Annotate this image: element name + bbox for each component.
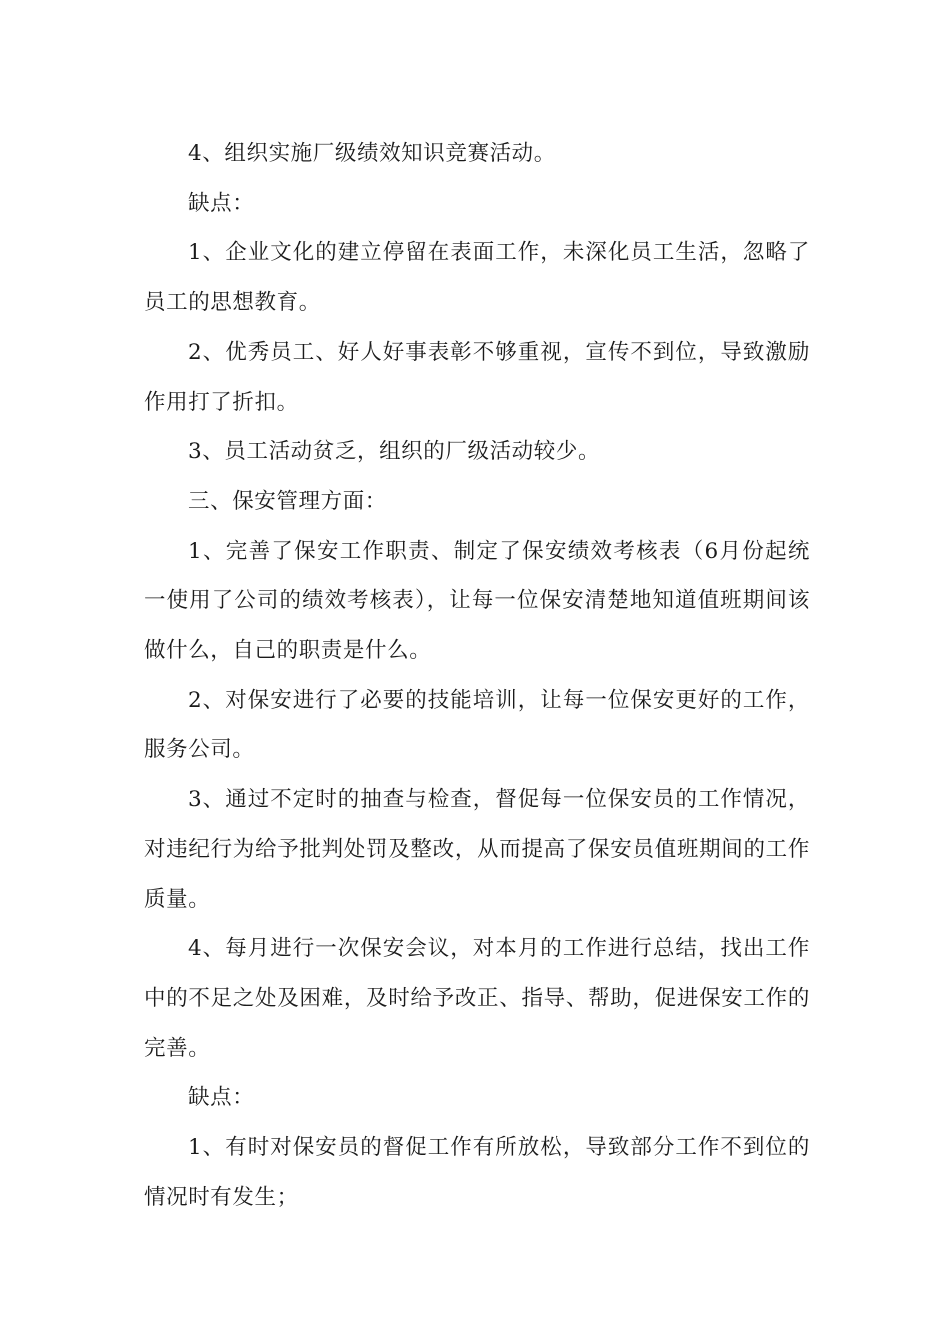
paragraph-shortcoming-2-recognition: 2、优秀员工、好人好事表彰不够重视，宣传不到位，导致激励作用打了折扣。: [144, 339, 810, 415]
paragraph-security-3-inspection: 3、通过不定时的抽查与检查，督促每一位保安员的工作情况，对违纪行为给予批判处罚及整改，从而提高了保安员值班期间的工作质量。: [144, 787, 810, 912]
document-body: [144, 129, 810, 1222]
paragraph-item-4-contest: 4、组织实施厂级绩效知识竞赛活动。: [188, 141, 556, 166]
heading-shortcomings: 缺点：: [188, 190, 255, 216]
paragraph-shortcoming-3-activities: 3、员工活动贫乏，组织的厂级活动较少。: [188, 439, 601, 465]
heading-shortcomings-2: 缺点：: [188, 1085, 255, 1111]
paragraph-shortcoming-security-1: 1、有时对保安员的督促工作有所放松，导致部分工作不到位的情况时有发生；: [144, 1135, 810, 1210]
paragraph-shortcoming-1-culture: 1、企业文化的建立停留在表面工作，未深化员工生活，忽略了员工的思想教育。: [144, 240, 810, 316]
section-heading-security: 三、保安管理方面：: [188, 488, 387, 514]
paragraph-security-2-training: 2、对保安进行了必要的技能培训，让每一位保安更好的工作，服务公司。: [144, 687, 810, 763]
paragraph-security-4-meeting: 4、每月进行一次保安会议，对本月的工作进行总结，找出工作中的不足之处及困难，及时给予改正、指导、帮助，促进保安工作的完善。: [144, 936, 810, 1061]
paragraph-security-1-duties: 1、完善了保安工作职责、制定了保安绩效考核表（6月份起统一使用了公司的绩效考核表），让每一位保安清楚地知道值班期间该做什么，自己的职责是什么。: [144, 538, 810, 664]
